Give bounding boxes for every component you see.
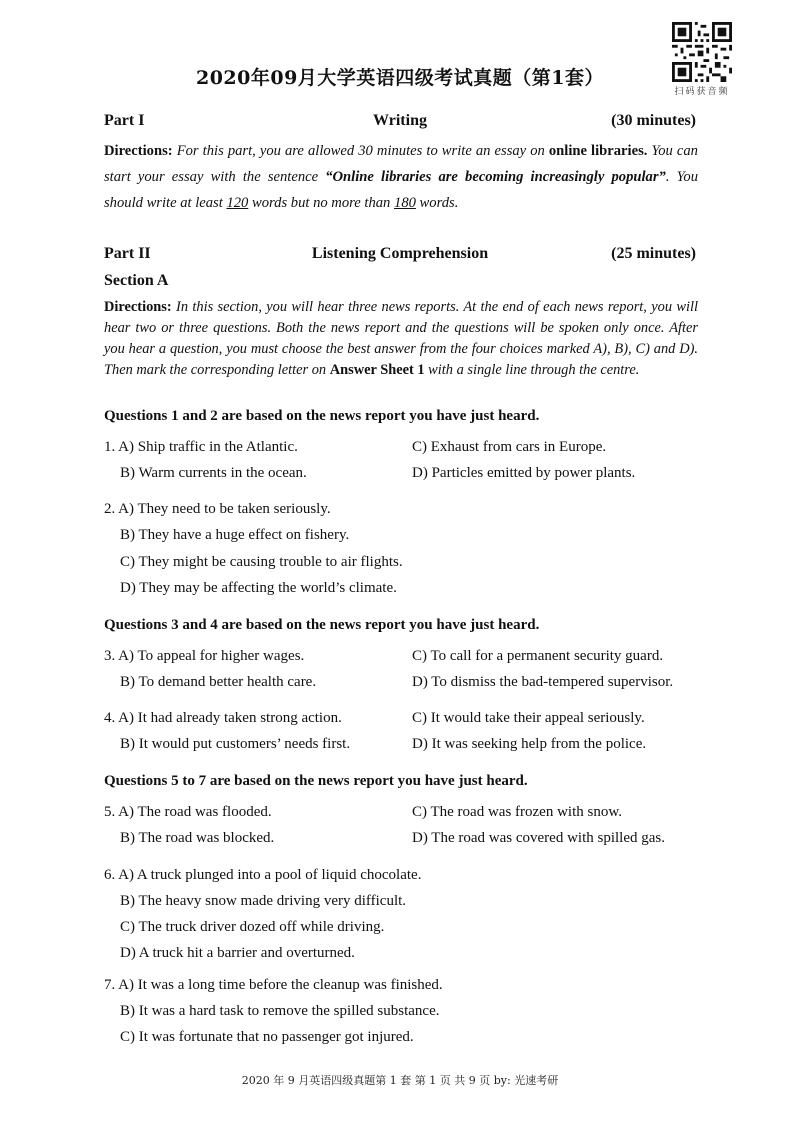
part1-directions xyxy=(104,138,698,216)
part2-label: Part II xyxy=(104,245,151,262)
q4-option-b[interactable]: B) It would put customers’ needs first. xyxy=(120,736,351,752)
directions-text: with a single line through the centre. xyxy=(424,362,640,378)
directions-text: You can start your essay with the sentence xyxy=(104,143,698,185)
q2-option-d[interactable]: D) They may be affecting the world’s climate. xyxy=(120,580,397,596)
max-words: 180 xyxy=(394,195,416,211)
q3-option-b[interactable]: B) To demand better health care. xyxy=(120,674,317,690)
section-a-heading: Section A xyxy=(104,272,169,289)
q3-option-d[interactable]: D) To dismiss the bad-tempered supervisor. xyxy=(412,674,674,690)
q7-option-a[interactable]: 7. A) It was a long time before the cleanup was finished. xyxy=(104,977,443,993)
q5-option-d[interactable]: D) The road was covered with spilled gas. xyxy=(412,830,665,846)
q2-option-b[interactable]: B) They have a huge effect on fishery. xyxy=(120,527,350,543)
question-group-heading: Questions 5 to 7 are based on the news report you have just heard. xyxy=(104,773,528,789)
q6-option-d[interactable]: D) A truck hit a barrier and overturned. xyxy=(120,945,355,961)
directions-text: . You should write at least xyxy=(104,169,698,211)
part1-time: (30 minutes) xyxy=(611,112,696,129)
q7-option-c[interactable]: C) It was fortunate that no passenger got injured. xyxy=(120,1029,414,1045)
directions-label: Directions: xyxy=(104,299,172,315)
directions-text: words. xyxy=(415,195,459,211)
q7-option-b[interactable]: B) It was a hard task to remove the spilled substance. xyxy=(120,1003,440,1019)
question-group-heading: Questions 1 and 2 are based on the news report you have just heard. xyxy=(104,408,540,424)
q4-option-a[interactable]: 4. A) It had already taken strong action. xyxy=(104,710,342,726)
q6-option-b[interactable]: B) The heavy snow made driving very difficult. xyxy=(120,893,407,909)
essay-topic: online libraries. xyxy=(548,143,648,159)
directions-text: In this section, you will hear three news reports. At the end of each news report, you will hear two or three questions. Both the news report and the questions will be spoken only once. After you hear a question, you must choose the best answer from the four choices marked A), B), C) and D). Then mark the corresponding letter on xyxy=(104,299,698,378)
qr-code-icon[interactable] xyxy=(672,22,732,82)
q5-option-c[interactable]: C) The road was frozen with snow. xyxy=(412,804,622,820)
q2-option-a[interactable]: 2. A) They need to be taken seriously. xyxy=(104,501,331,517)
part1-header xyxy=(104,112,696,134)
directions-text: words but no more than xyxy=(248,195,395,211)
q1-option-b[interactable]: B) Warm currents in the ocean. xyxy=(120,465,307,481)
q2-option-c[interactable]: C) They might be causing trouble to air flights. xyxy=(120,554,403,570)
page-title: 2020年09月大学英语四级考试真题（第1套） xyxy=(195,67,605,89)
qr-caption: 扫码获音频 xyxy=(674,87,730,97)
q4-option-d[interactable]: D) It was seeking help from the police. xyxy=(412,736,647,752)
q5-option-a[interactable]: 5. A) The road was flooded. xyxy=(104,804,272,820)
q4-option-c[interactable]: C) It would take their appeal seriously. xyxy=(412,710,645,726)
part2-time: (25 minutes) xyxy=(611,245,696,262)
q3-option-a[interactable]: 3. A) To appeal for higher wages. xyxy=(104,648,305,664)
directions-label: Directions: xyxy=(104,143,173,159)
part1-name: Writing xyxy=(373,112,427,129)
q1-option-d[interactable]: D) Particles emitted by power plants. xyxy=(412,465,636,481)
essay-opening-sentence: “Online libraries are becoming increasingly popular” xyxy=(325,169,666,185)
question-group-heading: Questions 3 and 4 are based on the news report you have just heard. xyxy=(104,617,540,633)
part2-header xyxy=(104,245,696,267)
q6-option-c[interactable]: C) The truck driver dozed off while driving. xyxy=(120,919,385,935)
part1-label: Part I xyxy=(104,112,145,129)
answer-sheet-label: Answer Sheet 1 xyxy=(329,362,425,378)
page-footer: 2020 年 9 月英语四级真题第 1 套 第 1 页 共 9 页 by: 光速考研 xyxy=(241,1074,559,1087)
min-words: 120 xyxy=(226,195,249,211)
q1-option-c[interactable]: C) Exhaust from cars in Europe. xyxy=(412,439,607,455)
directions-text: For this part, you are allowed 30 minutes to write an essay on xyxy=(172,143,549,159)
q1-option-a[interactable]: 1. A) Ship traffic in the Atlantic. xyxy=(104,439,298,455)
part2-directions xyxy=(104,297,698,381)
q5-option-b[interactable]: B) The road was blocked. xyxy=(120,830,275,846)
q6-option-a[interactable]: 6. A) A truck plunged into a pool of liquid chocolate. xyxy=(104,867,422,883)
q3-option-c[interactable]: C) To call for a permanent security guard. xyxy=(412,648,664,664)
part2-name: Listening Comprehension xyxy=(311,245,489,262)
